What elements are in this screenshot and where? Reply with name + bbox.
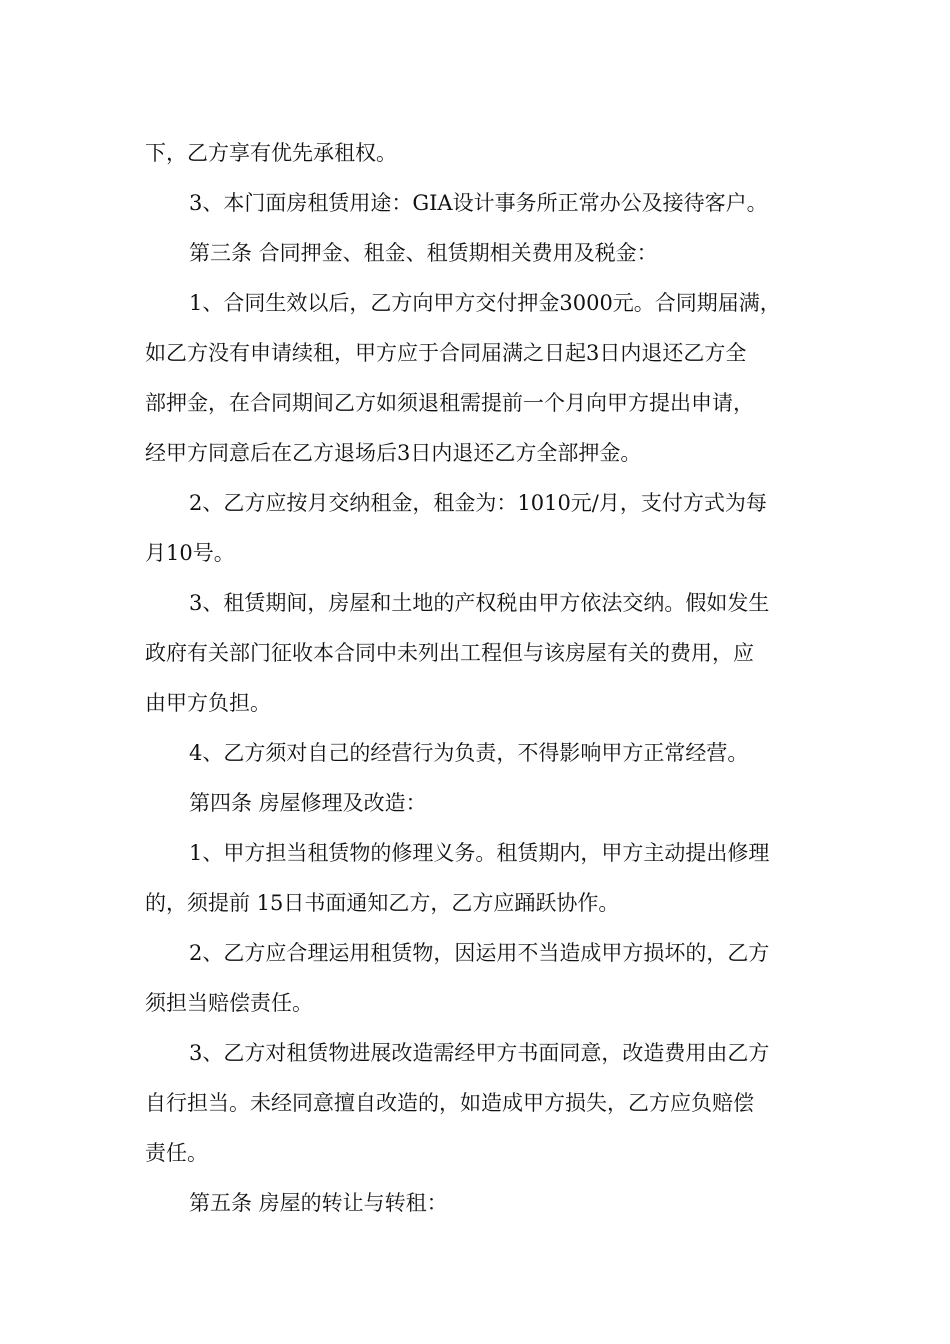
text-line-2: 3、本门面房租赁用途：GIA设计事务所正常办公及接待客户。 xyxy=(189,191,768,215)
text-line-20: 自行担当。未经同意擅自改造的，如造成甲方损失，乙方应负赔偿 xyxy=(145,1091,754,1115)
section-heading-3: 第三条 合同押金、租金、租赁期相关费用及税金： xyxy=(189,241,658,265)
section-heading-4: 第四条 房屋修理及改造： xyxy=(189,791,427,815)
text-line-13: 4、乙方须对自己的经营行为负责，不得影响甲方正常经营。 xyxy=(189,741,749,765)
document-body xyxy=(145,128,820,1228)
text-line-12: 由甲方负担。 xyxy=(145,691,271,715)
text-line-21: 责任。 xyxy=(145,1141,208,1165)
text-line-6: 部押金，在合同期间乙方如须退租需提前一个月向甲方提出申请， xyxy=(145,391,754,415)
text-line-7: 经甲方同意后在乙方退场后3日内退还乙方全部押金。 xyxy=(145,441,642,465)
text-line-1: 下，乙方享有优先承租权。 xyxy=(145,141,397,165)
text-line-18: 须担当赔偿责任。 xyxy=(145,991,313,1015)
text-line-11: 政府有关部门征收本合同中未列出工程但与该房屋有关的费用，应 xyxy=(145,641,754,665)
text-line-8: 2、乙方应按月交纳租金，租金为：1010元/月，支付方式为每 xyxy=(189,491,767,515)
section-heading-5: 第五条 房屋的转让与转租： xyxy=(189,1191,448,1215)
text-line-19: 3、乙方对租赁物进展改造需经甲方书面同意，改造费用由乙方 xyxy=(189,1041,770,1065)
text-line-15: 1、甲方担当租赁物的修理义务。租赁期内，甲方主动提出修理 xyxy=(189,841,770,865)
text-line-4: 1、合同生效以后，乙方向甲方交付押金3000元。合同期届满， xyxy=(189,291,781,315)
text-line-17: 2、乙方应合理运用租赁物，因运用不当造成甲方损坏的，乙方 xyxy=(189,941,770,965)
text-line-5: 如乙方没有申请续租，甲方应于合同届满之日起3日内退还乙方全 xyxy=(145,341,747,365)
text-line-10: 3、租赁期间，房屋和土地的产权税由甲方依法交纳。假如发生 xyxy=(189,591,770,615)
text-line-9: 月10号。 xyxy=(145,541,235,565)
text-line-16: 的，须提前 15日书面通知乙方，乙方应踊跃协作。 xyxy=(145,891,620,915)
